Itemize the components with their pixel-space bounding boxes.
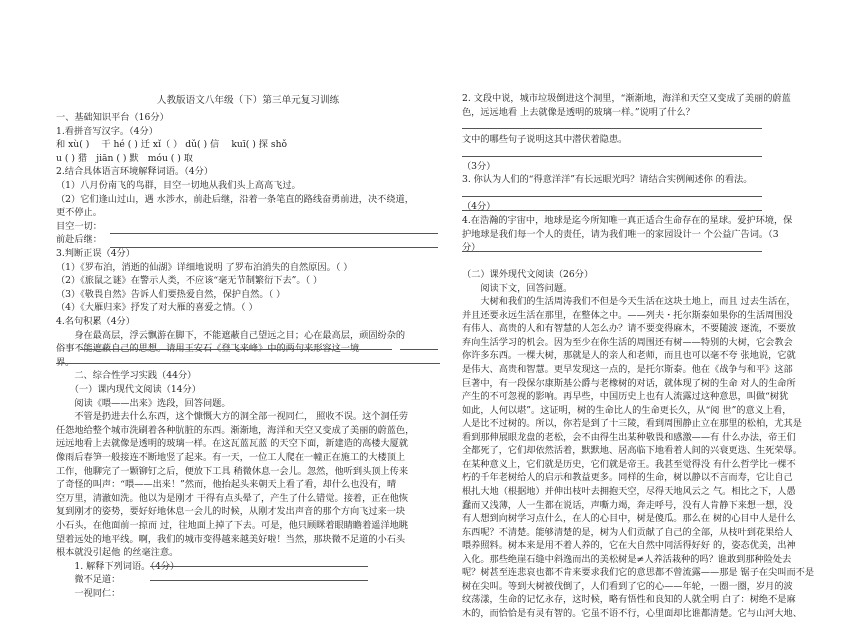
text-line: （2）《旅鼠之谜》在警示人类，不应该“毫无节制繁衍下去”。（ ）: [56, 275, 323, 287]
text-line: （3分）: [462, 160, 496, 172]
text-line: 更不停止。: [56, 207, 102, 219]
text-line: 纹荡漾，生命的记忆永存，这时候，略有悟性和良知的人就全明 白了：树绝不是麻: [462, 594, 796, 606]
answer-line[interactable]: [150, 566, 368, 567]
left-column: [56, 0, 440, 634]
text-line: 树在尖叫。等到大树被伐倒了，人们看到了它的心——年轮，一圈一圈，岁月的波: [462, 580, 793, 592]
text-line: 不管是扔进去什么东西，这个慷慨大方的洞全部一视同仁， 照收不误。这个洞任劳: [56, 411, 409, 423]
text-line: （3）《敬畏自然》告诉人们要热爱自然，保护自然。（ ）: [56, 288, 286, 300]
text-line: 文中的哪些句子说明这其中潜伏着隐患。: [462, 133, 628, 145]
text-line: 一视同仁：: [56, 588, 121, 599]
text-line: 2.结合具体语言环境解释词语。（4分）: [56, 166, 214, 178]
text-line: 在某种意义上，它们就是历史，它们就是帝王。我甚至觉得没 有什么哲学比一棵不: [462, 458, 796, 470]
answer-line[interactable]: [462, 251, 762, 252]
text-line: 根本就没引起他 的丝毫注意。: [56, 547, 179, 559]
text-line: 喂养照料。树本来是用不着人养的，它在大自然中同活得好好 的，姿态优美，出神: [462, 540, 796, 552]
answer-line[interactable]: [110, 233, 438, 234]
text-line: 巨著中，有一段保尔康斯基公爵与老橡树的对话，就体现了树的生命 对人的生命所: [462, 377, 796, 389]
text-line: 4.在浩瀚的宇宙中，地球是迄今所知唯一真正适合生命存在的星球。爱护环境，保: [462, 214, 793, 226]
text-line: 前赴后继：: [56, 234, 102, 246]
text-line: 4.名句积累（4分）: [56, 316, 135, 327]
text-line: 复到刚才的姿势，要好好地休息一会儿的时候，从刚才发出声音的那个方向飞过来一块: [56, 506, 406, 518]
text-line: 色，远远地看 上去就像是透明的玻璃一样。”说明了什么？: [462, 106, 695, 118]
answer-line[interactable]: [110, 247, 438, 248]
text-line: 远远地看上去就像是透明的玻璃一样。在这瓦蓝瓦蓝 的天空下面，新建造的高楼大厦就: [56, 438, 409, 450]
text-line: 大树和我们的生活周涛我们不但是今天生活在这块土地上，而且 过去生活在，: [462, 296, 796, 308]
text-line: 有人想到向树学习点什么，在人的心目中，树是傻瓜。那么在 树的心目中人是什么: [462, 513, 796, 525]
text-line: 看到那伸展眼龙盘的老松，会不由得生出某种敬畏和感激——有 什么办法，帝王们: [462, 431, 796, 443]
answer-line[interactable]: [80, 349, 392, 350]
text-line: 工作，他聊完了一颗铆钉之后，便放下工具 稍微休息一会儿。忽然，他听到头顶上传来: [56, 465, 409, 477]
text-line: （一）课内现代文阅读（14分）: [56, 384, 201, 395]
text-line: 3. 你认为人们的“得意洋洋”有长远眼光吗？请结合实例阐述你 的看法。: [462, 174, 753, 186]
text-line: 和 xù( ) 干 hé ( ) 迁 xǐ（ ） dǔ( ) 信 kuī( ) 探 shǒ: [56, 139, 288, 151]
text-line: 界。: [56, 356, 75, 368]
text-line: 护地球是我们每一个人的责任，请为我们唯一的家园设计一 个公益广告词。（3: [462, 228, 779, 240]
text-line: 全都死了，它们却依然活着，默默地、居高临下地看着人间的兴衰更迭、生死荣辱。: [462, 445, 802, 457]
text-line: 2. 文段中说，城市垃圾倒进这个洞里，“渐渐地，海洋和天空又变成了美丽的蔚蓝: [462, 93, 791, 104]
text-line: 任怨地给整个城市洗刷着各种肮脏的东西。渐渐地，海洋和天空又变成了美丽的蔚蓝色，: [56, 424, 415, 436]
text-line: 微不足道：: [56, 574, 121, 586]
text-line: 是伟大、高贵和智慧。更早发现这一点的，是托尔斯泰。他在《战争与和平》这部: [462, 364, 793, 375]
answer-line[interactable]: [150, 580, 368, 581]
text-line: 3.判断正误（4分）: [56, 248, 135, 259]
text-line: 身在最高层，浮云飘游在脚下，不能遮蔽自己望远之目；心在最高层，顽固纷杂的: [56, 329, 406, 341]
text-line: （1）八月份南飞的鸟群，目空一切地从我们头上高高飞过。: [56, 180, 301, 191]
text-line: 1.看拼音写汉字。（4分）: [56, 125, 158, 137]
text-line: 人是比不过树的。所以，你若是到了十三陵，看到周围静止立在那里的松柏，尤其是: [462, 418, 802, 430]
text-line: 二、综合性学习实践（44分）: [56, 370, 197, 382]
text-line: （4分）: [462, 201, 496, 213]
text-line: 呢？树甚至连悲哀也都不肯来要求我们它的意思都不曾流露——那是 锯子在尖叫而不是: [462, 567, 815, 579]
answer-line[interactable]: [56, 363, 440, 364]
text-line: u ( ) 猎 jiān ( ) 默 móu ( ) 取: [56, 152, 193, 164]
text-line: 一、基础知识平台（16分）: [56, 112, 169, 123]
answer-line[interactable]: [462, 128, 762, 129]
text-line: 阅读《喂——出来》选段，回答问题。: [56, 397, 231, 409]
text-line: 分）: [462, 242, 481, 254]
text-line: 弃向生活学习的机会。因为至少在你生活的周围还有树——特别的大树，它会教会: [462, 336, 793, 348]
text-line: 木的，而恰恰是有灵有智的。它虽不语不行，心里面却比谁都清楚。它与山河大地、: [462, 607, 802, 619]
text-line: （1）《罗布泊，消逝的仙湖》详细地说明 了罗布泊消失的自然原因。（ ）: [56, 261, 353, 273]
text-line: 你许多东西。一棵大树，那就是人的亲人和老师，而且也可以毫不夸 张地说，它就: [462, 350, 796, 362]
text-line: 如此，人何以堪”。这证明，树的生命比人的生命更长久，从“阅 世”的意义上看，: [462, 404, 792, 416]
text-line: 1. 解释下列词语。（4分）: [56, 560, 180, 572]
text-line: 蠢而又浅薄，人一生都在说话，声嘶力竭，奔走呼号，没有人肯静下来想一想，没: [462, 499, 793, 511]
text-line: 朽的千年老树给人的启示和教益更多。同样的生命，树以静以不言而寿，它让自己: [462, 472, 793, 484]
text-line: 入化。那些绝崖石缝中斜逸而出的美松树是≠人养活栽种的吗？谁敢到那种险处去: [462, 553, 792, 565]
text-line: 小石头，在他面前一掠而 过，往地面上掉了下去。可是，他只顾眯着眼睛瞻着遥洋地眺: [56, 520, 409, 531]
paper-title: 人教版语文八年级（下）第三单元复习训练: [156, 95, 340, 106]
text-line: 目空一切：: [56, 220, 102, 232]
text-line: 望着远处的地平线。啊，我们的城市变得越来越美好啦！当然，那块微不足道的小石头: [56, 533, 406, 545]
text-line: 并且还要永远生活在那里，在整体之中。——列夫・托尔斯泰如果你的生活周围没: [462, 309, 793, 321]
text-line: 产生的不可忽视的影响。再早些，中国历史上也有人流露过这种意思，叫做“树犹: [462, 391, 789, 403]
answer-line[interactable]: [462, 210, 762, 211]
text-line: 像雨后春笋一般接连不断地竖了起来。有一天，一位工人爬在一幢正在施工的大楼顶上: [56, 452, 406, 463]
text-line: （2）它们逢山过山，遇 水涉水，前赴后继，沿着一条笔直的路线奋勇前进，决不绕道，: [56, 193, 414, 205]
text-line: 有伟人、高贵的人和有智慧的人怎么办？请不要变得麻木，不要随波 逐流，不要放: [462, 323, 796, 335]
text-line: 东西呢？不清楚。能够清楚的是，树为人们贡献了自己的全部，从枝叶到花果给人: [462, 526, 793, 538]
text-line: 空万里，清澈如洗。他以为是刚才 干得有点头晕了，产生了什么错觉。接着，正在他恢: [56, 492, 409, 504]
text-line: 阅读下文，回答问题。: [462, 282, 573, 294]
text-line: （二）课外现代文阅读（26分）: [462, 269, 594, 281]
text-line: 根扎大地（根据地）并伸出枝叶去拥抱天空，尽得天地风云之 气。相比之下，人愚: [462, 485, 796, 497]
text-line: 俗事不能遮蔽自己的思想。请用王安石《登飞来峰》中的两句来形容这一境: [56, 343, 360, 355]
text-line: 了奇怪的叫声：“喂——出来！”然而，他抬起头来朝天上看了看，却什么也没有，晴: [56, 479, 397, 491]
right-column: [462, 0, 822, 634]
answer-line[interactable]: [462, 156, 762, 157]
text-line: （4）《大雁归来》抒发了对大雁的喜爱之情。（ ）: [56, 302, 258, 314]
answer-line[interactable]: [462, 196, 762, 197]
answer-line[interactable]: [400, 349, 438, 350]
